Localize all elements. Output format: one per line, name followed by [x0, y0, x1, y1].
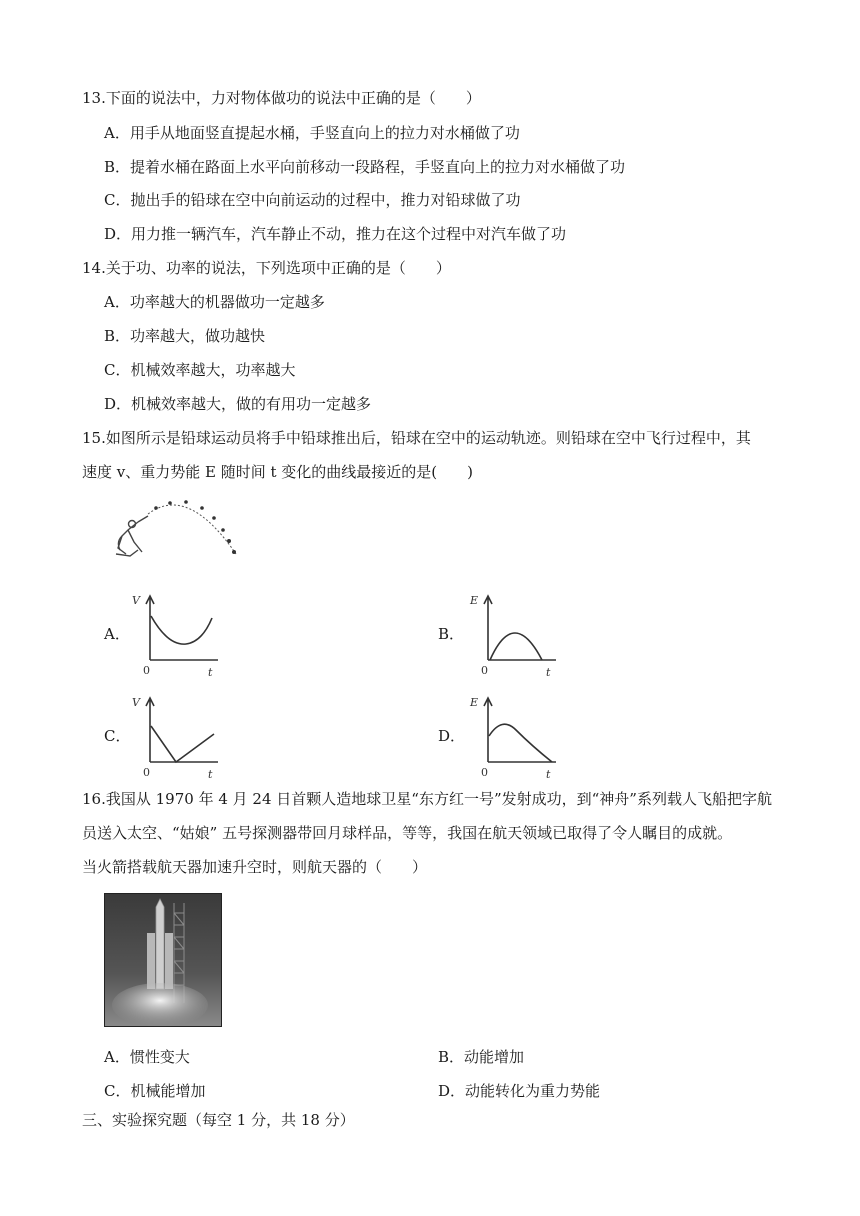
- x-axis-label: t: [546, 666, 551, 679]
- trajectory-points: [154, 500, 236, 554]
- y-axis: [484, 698, 492, 762]
- y-axis: [146, 596, 154, 660]
- origin-label: 0: [143, 664, 150, 677]
- speed-curve-a: [151, 616, 212, 644]
- q15-graph-d: [466, 690, 562, 782]
- rocket-launch-photo: [104, 893, 222, 1027]
- q15-option-a-label: A．: [104, 625, 130, 643]
- booster-right: [165, 933, 173, 989]
- y-axis-label: E: [470, 594, 479, 607]
- x-axis-label: t: [546, 768, 551, 781]
- booster-left: [147, 933, 155, 989]
- energy-curve-b: [490, 633, 542, 660]
- q13-stem: 13.下面的说法中，力对物体做功的说法中正确的是（ ）: [82, 89, 481, 107]
- y-axis: [146, 698, 154, 762]
- q16-stem-line2: 员送入太空、“姑娘” 五号探测器带回月球样品，等等，我国在航天领域已取得了令人瞩目的成就。: [82, 824, 733, 842]
- q16-option-c: C．机械能增加: [104, 1082, 206, 1100]
- q16-option-d: D．动能转化为重力势能: [438, 1082, 601, 1100]
- q15-graph-a: [128, 588, 224, 680]
- q16-option-b: B．动能增加: [438, 1048, 525, 1066]
- y-axis-label: V: [132, 696, 140, 709]
- y-axis: [484, 596, 492, 660]
- q15-option-c-label: C．: [104, 727, 131, 745]
- q16-option-a: A．惯性变大: [104, 1048, 190, 1066]
- q16-stem-line1: 16.我国从 1970 年 4 月 24 日首颗人造地球卫星“东方红一号”发射成功，到“神舟”系列载人飞船把字航: [82, 790, 772, 808]
- q15-stem-line1: 15.如图所示是铅球运动员将手中铅球推出后，铅球在空中的运动轨迹。则铅球在空中飞行过程中，其: [82, 429, 751, 447]
- q14-option-c: C．机械效率越大，功率越大: [104, 361, 296, 379]
- rocket-body: [156, 899, 164, 989]
- q13-option-a: A．用手从地面竖直提起水桶，手竖直向上的拉力对水桶做了功: [104, 124, 520, 142]
- q14-option-b: B．功率越大，做功越快: [104, 327, 266, 345]
- athlete-figure: [116, 516, 148, 556]
- origin-label: 0: [481, 766, 488, 779]
- q14-option-d: D．机械效率越大，做的有用功一定越多: [104, 395, 372, 413]
- section-3-heading: 三、实验探究题（每空 1 分，共 18 分）: [82, 1111, 355, 1129]
- q13-option-c: C．抛出手的铅球在空中向前运动的过程中，推力对铅球做了功: [104, 191, 521, 209]
- origin-label: 0: [481, 664, 488, 677]
- q13-option-b: B．提着水桶在路面上水平向前移动一段路程，手竖直向上的拉力对水桶做了功: [104, 158, 626, 176]
- speed-curve-c: [151, 726, 214, 762]
- y-axis-label: E: [470, 696, 479, 709]
- x-axis-label: t: [208, 768, 213, 781]
- q15-option-d-label: D．: [438, 727, 466, 745]
- q14-option-a: A．功率越大的机器做功一定越多: [104, 293, 325, 311]
- q16-stem-line3: 当火箭搭载航天器加速升空时，则航天器的（ ）: [82, 858, 428, 876]
- exhaust-smoke: [112, 983, 208, 1027]
- y-axis-label: V: [132, 594, 140, 607]
- q15-graph-c: [128, 690, 224, 782]
- q15-stem-line2: 速度 v、重力势能 E 随时间 t 变化的曲线最接近的是( ): [82, 463, 473, 481]
- energy-curve-d: [489, 724, 552, 762]
- origin-label: 0: [143, 766, 150, 779]
- shot-put-trajectory-figure: [108, 498, 248, 566]
- q14-stem: 14.关于功、功率的说法，下列选项中正确的是（ ）: [82, 259, 451, 277]
- q13-option-d: D．用力推一辆汽车，汽车静止不动，推力在这个过程中对汽车做了功: [104, 225, 567, 243]
- q15-graph-b: [466, 588, 562, 680]
- q15-option-b-label: B．: [438, 625, 465, 643]
- x-axis-label: t: [208, 666, 213, 679]
